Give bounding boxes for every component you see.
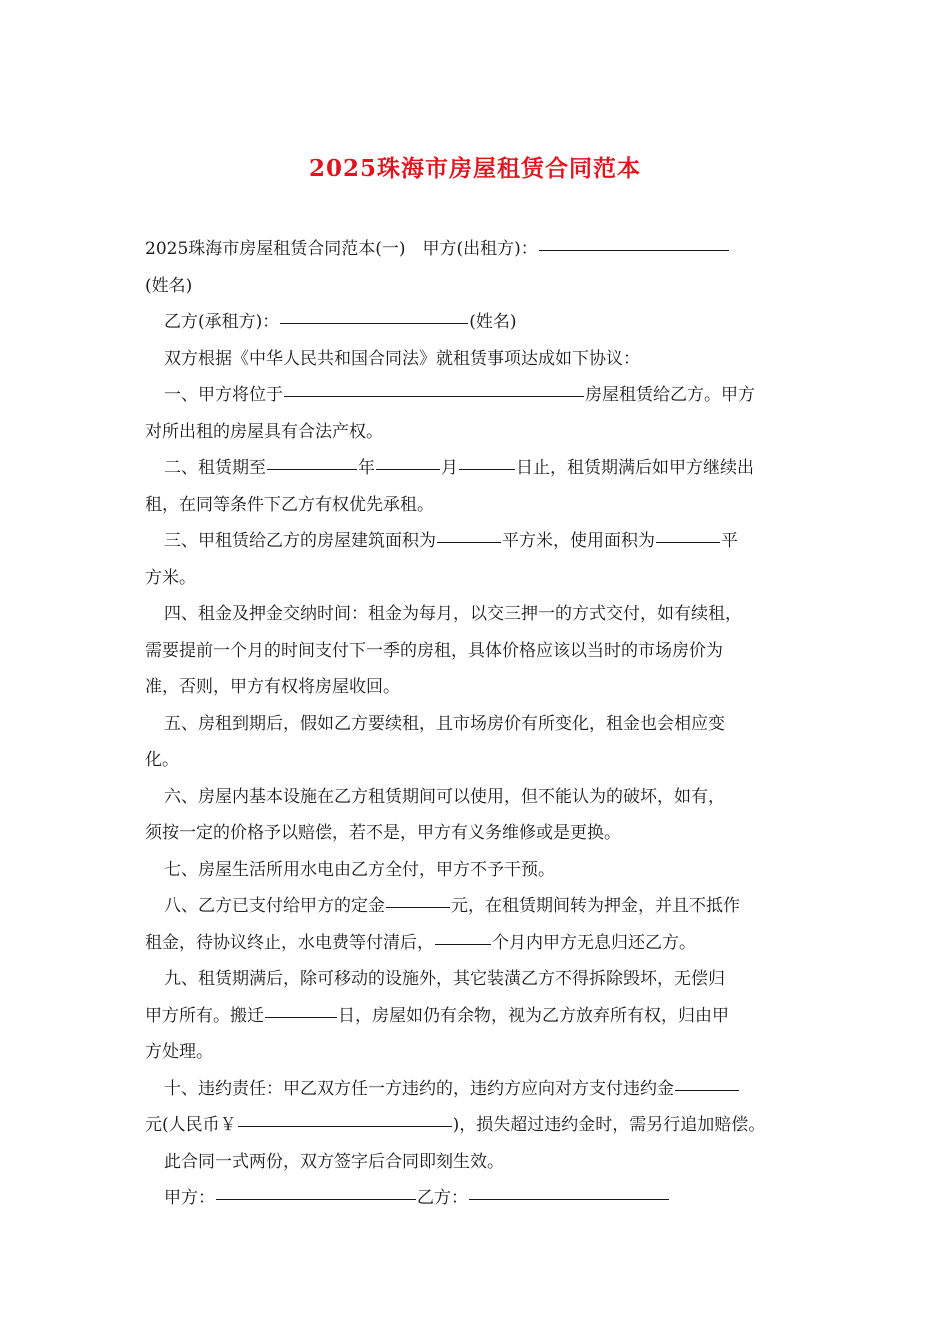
clause-3-line-2 [145, 560, 805, 597]
text-segment: 八、乙方已支付给甲方的定金 [164, 896, 385, 916]
text-segment: 平 [721, 531, 738, 551]
text-segment: 元(人民币￥ [145, 1115, 237, 1135]
text-line-4 [145, 341, 805, 378]
clause-10-line-1 [145, 1071, 805, 1108]
closing-line [145, 1144, 805, 1181]
clause-5-line-2 [145, 742, 805, 779]
text-segment: 日止，租赁期满后如甲方继续出 [516, 458, 754, 478]
text-segment: 六、房屋内基本设施在乙方租赁期间可以使用，但不能认为的破坏，如有， [164, 786, 725, 807]
clause-1-line-1 [145, 377, 805, 414]
contract-body [145, 231, 805, 1217]
blank-party-b-name [280, 322, 468, 324]
text-segment: 月 [441, 458, 458, 478]
text-line-2 [145, 268, 805, 305]
clause-9-line-2 [145, 998, 805, 1035]
clause-9-line-3 [145, 1034, 805, 1071]
blank-months [435, 943, 491, 945]
clause-10-line-2 [145, 1107, 805, 1144]
text-segment: 十、违约责任：甲乙双方任一方违约的，违约方应向对方支付违约金 [164, 1078, 674, 1099]
text-segment: 四、租金及押金交纳时间：租金为每月，以交三押一的方式交付，如有续租， [164, 604, 742, 624]
text-segment: 准，否则，甲方有权将房屋收回。 [145, 677, 400, 697]
text-segment: 平方米，使用面积为 [502, 531, 655, 551]
clause-9-line-1 [145, 961, 805, 998]
text-segment: (姓名) [469, 312, 517, 332]
clause-5-line-1 [145, 706, 805, 743]
text-line-1 [145, 231, 805, 268]
blank-usable-area [656, 541, 720, 543]
document-title: 2025珠海市房屋租赁合同范本 [308, 155, 641, 182]
text-segment: 九、租赁期满后，除可移动的设施外，其它装潢乙方不得拆除毁坏，无偿归 [164, 969, 725, 989]
text-segment: 须按一定的价格予以赔偿，若不是，甲方有义务维修或是更换。 [145, 823, 621, 843]
blank-penalty-amount [675, 1089, 739, 1091]
blank-signature-party-a [216, 1198, 416, 1200]
blank-property-location [284, 395, 584, 397]
contract-heading-party-a: 2025珠海市房屋租赁合同范本(一) 甲方(出租方)： [145, 239, 538, 259]
clause-2-line-1 [145, 450, 805, 487]
blank-year [267, 468, 357, 470]
blank-penalty-rmb [238, 1125, 452, 1127]
blank-moveout-days [265, 1016, 337, 1018]
text-segment: 五、房租到期后，假如乙方要续租，且市场房价有所变化，租金也会相应变 [164, 713, 725, 734]
text-segment: 元，在租赁期间转为押金，并且不抵作 [451, 896, 740, 916]
text-segment: )，损失超过违约金时，需另行追加赔偿。 [452, 1115, 766, 1135]
clause-7-line-1 [145, 852, 805, 889]
clause-8-line-2 [145, 925, 805, 962]
text-segment: 双方根据《中华人民共和国合同法》就租赁事项达成如下协议： [164, 348, 640, 369]
blank-day [459, 468, 515, 470]
signature-label-party-a: 甲方： [164, 1188, 215, 1208]
clause-4-line-3 [145, 669, 805, 706]
text-segment: 租金，待协议终止，水电费等付清后， [145, 932, 434, 953]
text-segment: 方处理。 [145, 1042, 213, 1062]
text-segment: 化。 [145, 750, 179, 770]
text-segment: 租，在同等条件下乙方有权优先承租。 [145, 494, 434, 515]
text-segment: 此合同一式两份，双方签字后合同即刻生效。 [164, 1151, 504, 1172]
clause-6-line-2 [145, 815, 805, 852]
blank-month [376, 468, 440, 470]
text-segment: 年 [358, 458, 375, 478]
blank-party-a-name [539, 249, 729, 251]
text-segment: 个月内甲方无息归还乙方。 [492, 932, 696, 953]
signature-label-party-b: 乙方： [417, 1188, 468, 1208]
clause-8-line-1 [145, 888, 805, 925]
clause-2-line-2 [145, 487, 805, 524]
clause-4-line-2 [145, 633, 805, 670]
clause-3-line-1 [145, 523, 805, 560]
signature-line [145, 1180, 805, 1217]
text-segment: 房屋租赁给乙方。甲方 [585, 385, 755, 405]
text-segment: 对所出租的房屋具有合法产权。 [145, 421, 383, 442]
clause-1-line-2 [145, 414, 805, 451]
text-segment: 甲方所有。搬迁 [145, 1005, 264, 1026]
text-segment: (姓名) [145, 275, 193, 296]
blank-building-area [437, 541, 501, 543]
text-segment: 七、房屋生活所用水电由乙方全付，甲方不予干预。 [164, 859, 555, 880]
text-segment: 三、甲租赁给乙方的房屋建筑面积为 [164, 531, 436, 551]
text-segment: 需要提前一个月的时间支付下一季的房租，具体价格应该以当时的市场房价为 [145, 640, 723, 661]
text-line-3 [145, 304, 805, 341]
text-segment: 乙方(承租方)： [164, 312, 280, 332]
text-segment: 一、甲方将位于 [164, 385, 283, 405]
text-segment: 二、租赁期至 [164, 458, 266, 478]
clause-6-line-1 [145, 779, 805, 816]
text-segment: 方米。 [145, 567, 196, 588]
text-segment: 日，房屋如仍有余物，视为乙方放弃所有权，归由甲 [338, 1005, 729, 1026]
blank-deposit-amount [386, 906, 450, 908]
blank-signature-party-b [469, 1198, 669, 1200]
clause-4-line-1 [145, 596, 805, 633]
